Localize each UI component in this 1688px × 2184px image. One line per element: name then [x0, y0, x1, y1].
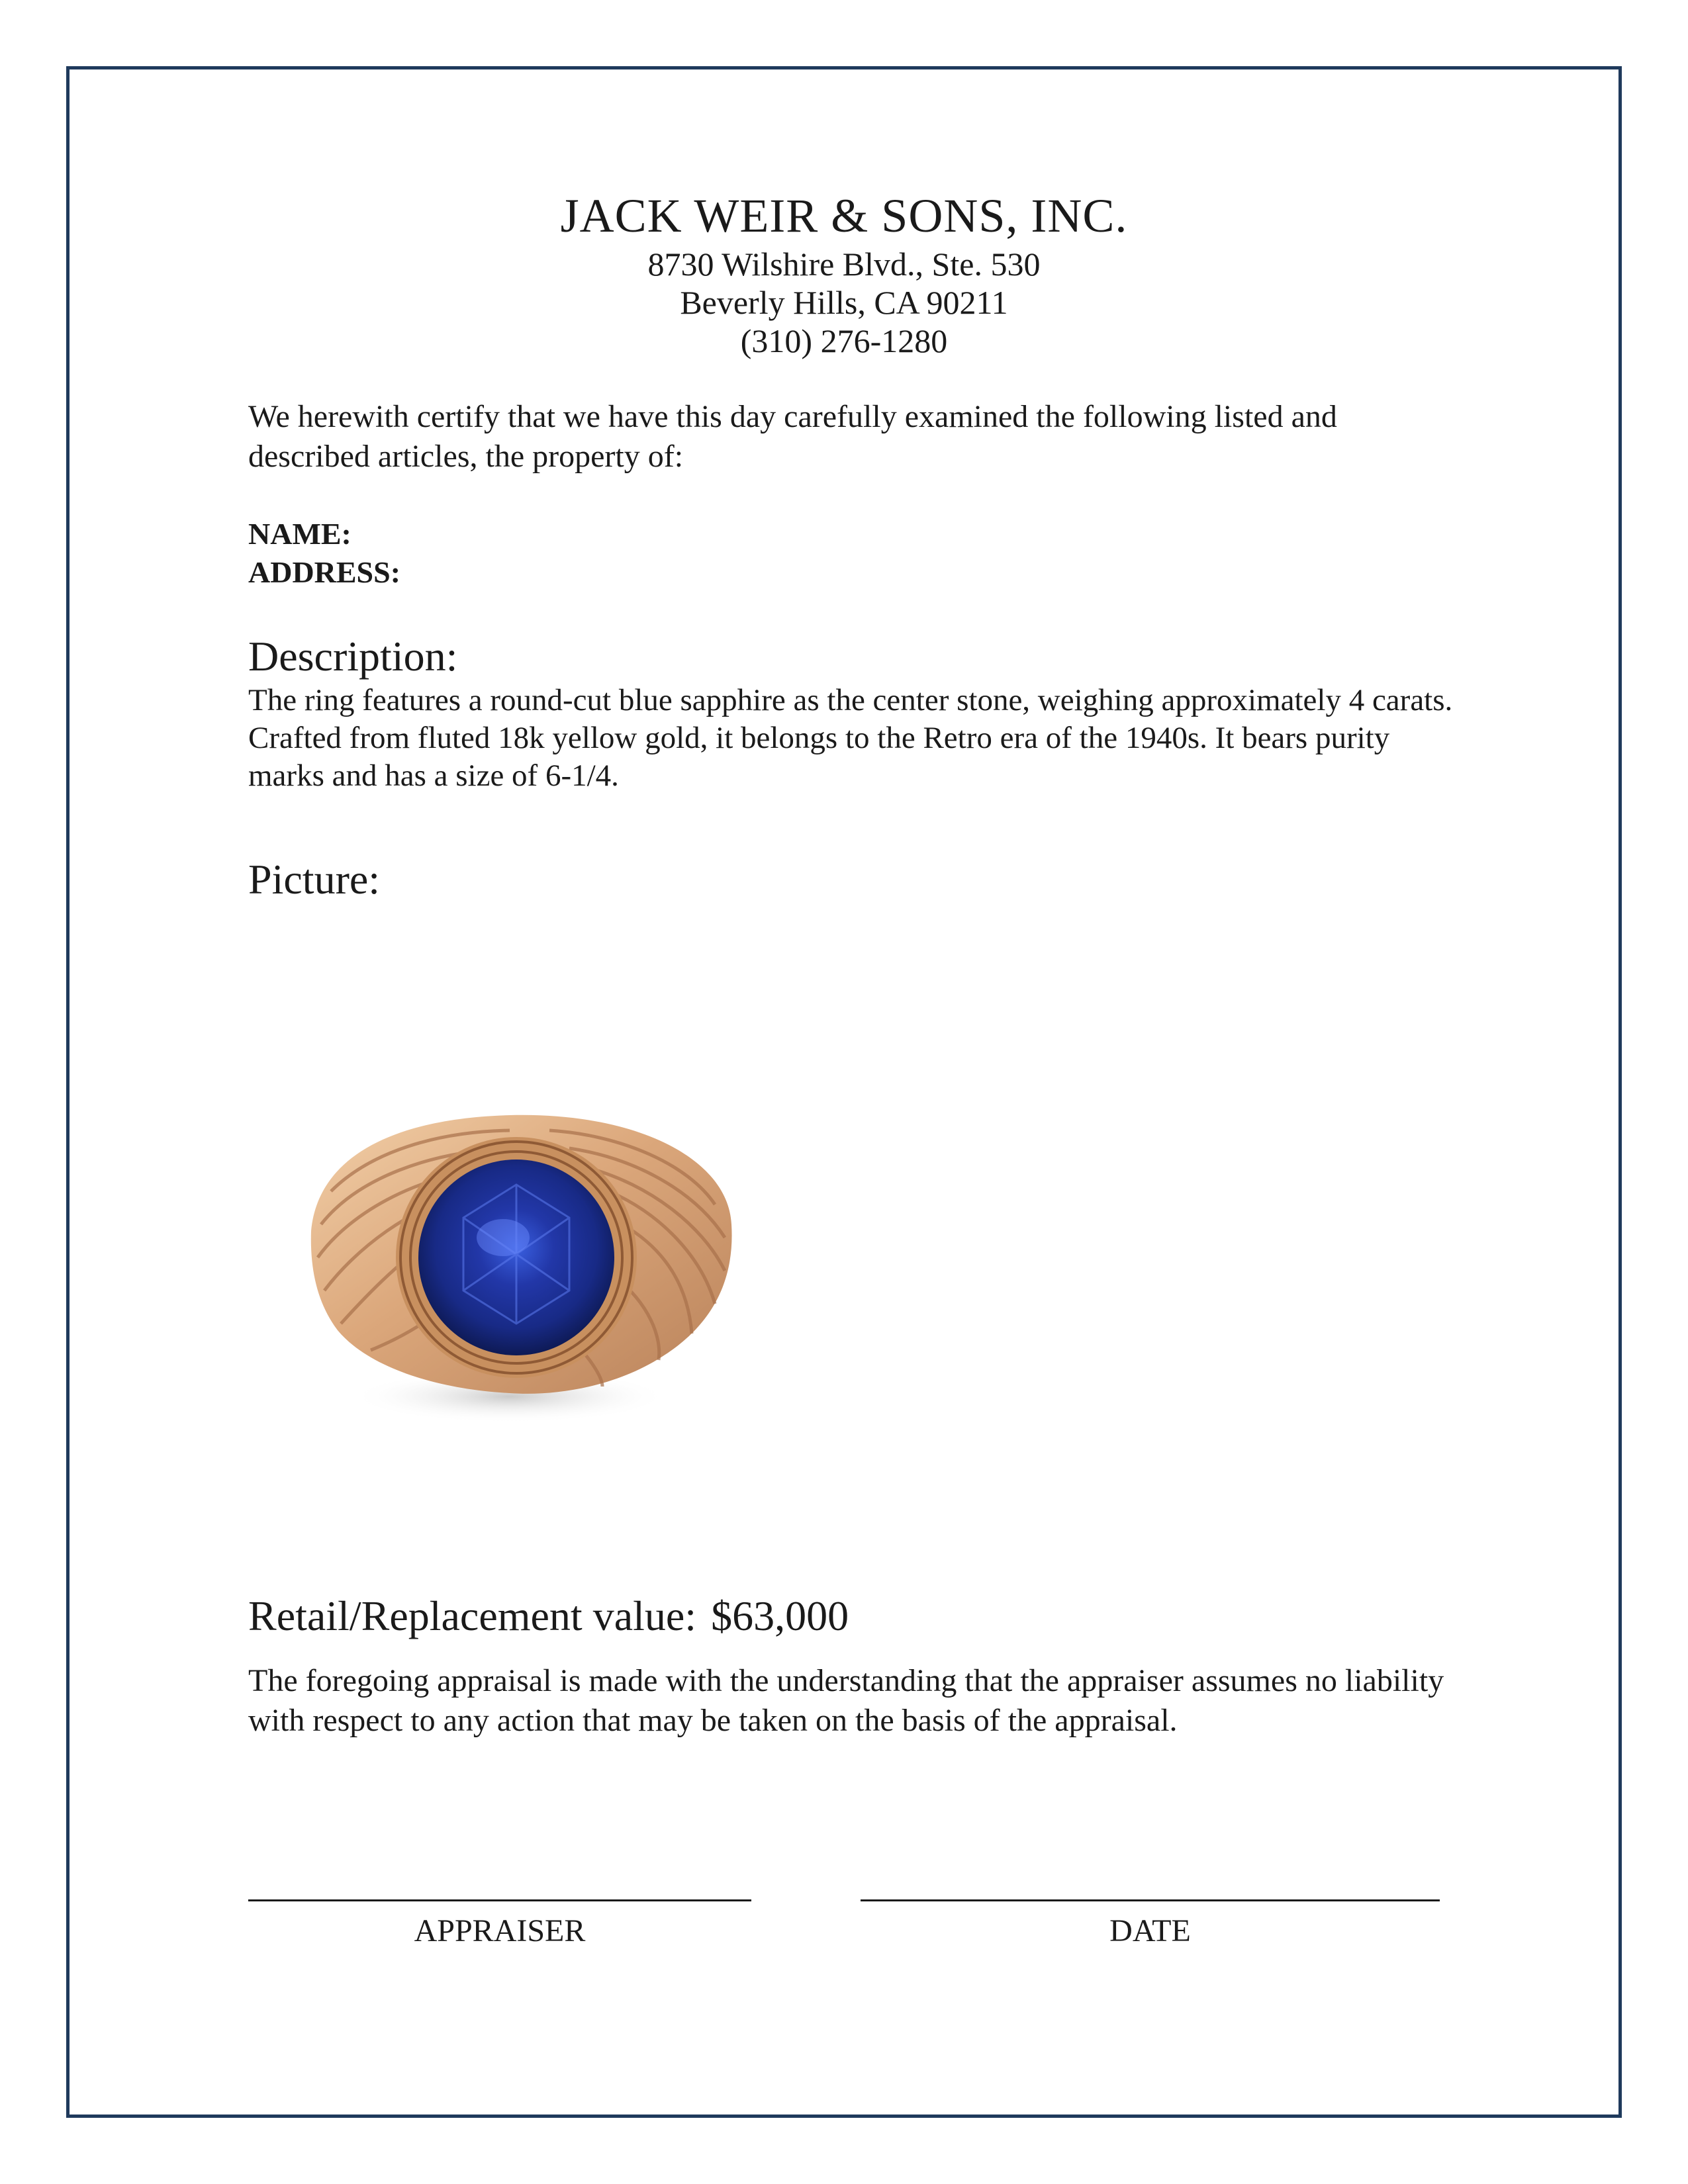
retail-value-row — [248, 1592, 849, 1641]
date-label: DATE — [1109, 1913, 1191, 1948]
sapphire-ring-image — [291, 1059, 768, 1456]
address-label: ADDRESS: — [248, 555, 401, 589]
retail-value-label: Retail/Replacement value: — [248, 1592, 697, 1639]
description-heading: Description: — [248, 633, 458, 680]
company-address-line2: Beverly Hills, CA 90211 — [680, 284, 1008, 321]
company-name: JACK WEIR & SONS, INC. — [560, 189, 1128, 242]
company-phone: (310) 276-1280 — [740, 322, 948, 359]
name-label: NAME: — [248, 517, 352, 551]
appraiser-signature-line — [248, 1899, 751, 1901]
certification-intro: We herewith certify that we have this day carefully examined the following listed and described articles, the property of: — [248, 399, 1337, 474]
company-address-line1: 8730 Wilshire Blvd., Ste. 530 — [647, 246, 1041, 283]
retail-value-amount: $63,000 — [711, 1592, 849, 1639]
appraiser-label: APPRAISER — [414, 1913, 586, 1948]
disclaimer-text: The foregoing appraisal is made with the understanding that the appraiser assumes no liability with respect to any action that may be taken on the basis of the appraisal. — [248, 1663, 1444, 1738]
description-text: The ring features a round-cut blue sapphire as the center stone, weighing approximately 4 carats. Crafted from fluted 18k yellow gold, it belongs to the Retro era of the 1940s. It bears purity marks and has a size of 6-1/4. — [248, 683, 1453, 793]
date-signature-line — [861, 1899, 1440, 1901]
picture-heading: Picture: — [248, 856, 381, 903]
